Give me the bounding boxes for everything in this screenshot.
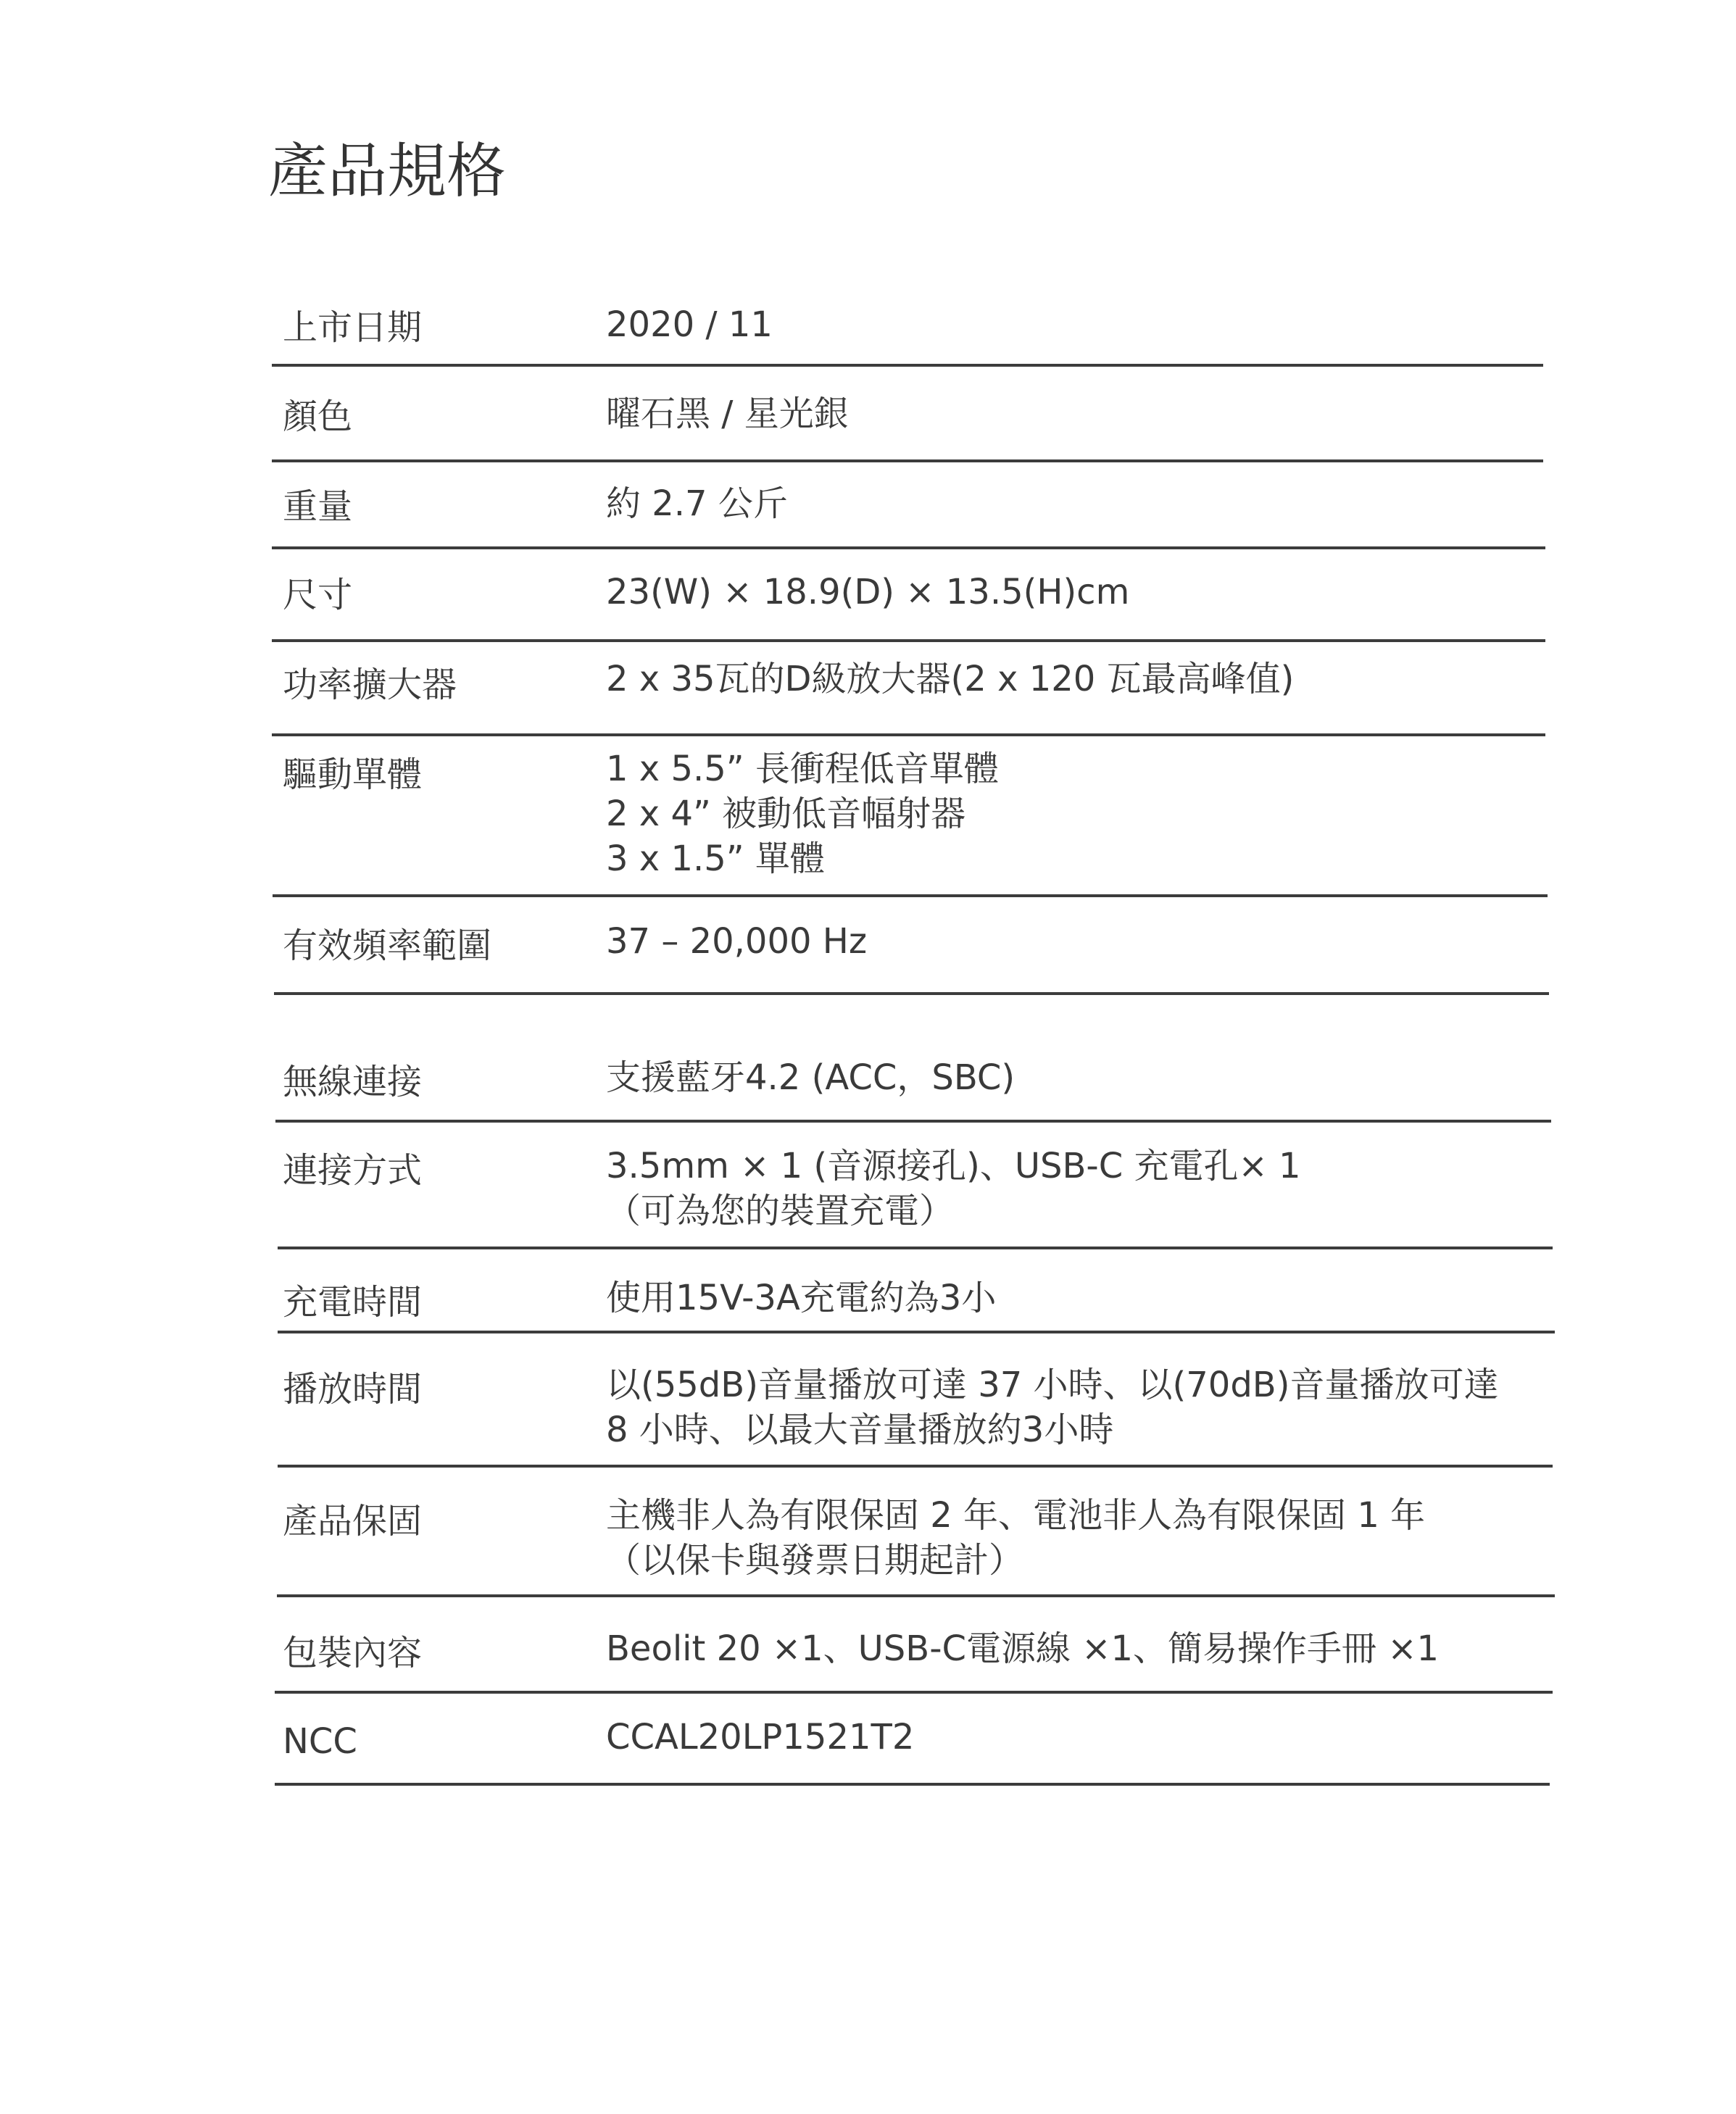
spec-value [606,1276,996,1320]
spec-value-line: 曜石黑 / 星光銀 [606,394,849,434]
spec-value-line: 約 2.7 公斤 [606,483,788,524]
spec-value-line: （以保卡與發票日期起計） [606,1540,1024,1581]
spec-value [606,919,867,964]
spec-label: 顏色 [283,396,353,437]
row-divider [272,364,1543,367]
spec-value [606,1493,1425,1583]
spec-value-line: 2 x 4” 被動低音幅射器 [606,794,966,834]
row-divider [272,546,1545,549]
spec-label: 上市日期 [283,307,423,348]
row-divider [278,1465,1553,1468]
row-divider [278,1331,1555,1333]
spec-label: 功率擴大器 [283,665,457,705]
spec-label: NCC [283,1721,357,1762]
spec-value-line: 主機非人為有限保固 2 年、電池非人為有限保固 1 年 [606,1495,1426,1536]
row-divider [275,1120,1551,1123]
spec-value-line: （可為您的裝置充電） [606,1191,955,1231]
spec-value-line: 23(W) × 18.9(D) × 13.5(H)cm [606,572,1130,612]
spec-value-line: 支援藍牙4.2 (ACC，SBC) [606,1057,1016,1098]
spec-value [606,1362,1498,1452]
spec-value-line: 37 – 20,000 Hz [606,921,868,962]
spec-value-line: 8 小時、以最大音量播放約3小時 [606,1410,1114,1450]
row-divider [278,1247,1553,1249]
spec-value-line: 使用15V-3A充電約為3小 [606,1278,997,1318]
spec-value-line: 3 x 1.5” 單體 [606,838,825,879]
row-divider [275,1783,1550,1786]
spec-value [606,746,999,881]
spec-value [606,1144,1300,1233]
spec-value-line: 2020 / 11 [606,304,773,345]
spec-value-line: CCAL20LP1521T2 [606,1717,915,1757]
row-divider [275,1691,1553,1694]
spec-label: 連接方式 [283,1150,423,1191]
spec-label: 產品保固 [283,1501,423,1541]
spec-value [606,391,849,436]
spec-value [606,570,1129,615]
spec-value-line: 以(55dB)音量播放可達 37 小時、以(70dB)音量播放可達 [606,1365,1499,1405]
row-divider [272,459,1543,462]
spec-label: 充電時間 [283,1282,423,1323]
spec-value [606,657,1294,702]
row-divider [273,894,1548,897]
spec-label: 播放時間 [283,1369,423,1410]
spec-value [606,1626,1439,1671]
row-divider [277,1594,1555,1597]
spec-value-line: 3.5mm × 1 (音源接孔)、USB-C 充電孔× 1 [606,1146,1301,1186]
spec-value [606,481,788,526]
spec-label: 重量 [283,486,353,527]
spec-value-line: 2 x 35瓦的D級放大器(2 x 120 瓦最高峰值) [606,659,1295,699]
row-divider [274,992,1549,995]
spec-label: 無線連接 [283,1062,423,1102]
spec-label: 有效頻率範圍 [283,925,492,966]
spec-label: 尺寸 [283,575,353,615]
spec-value [606,302,773,347]
spec-value-line: 1 x 5.5” 長衝程低音單體 [606,749,999,789]
spec-value [606,1055,1015,1100]
spec-label: 包裝內容 [283,1633,423,1673]
row-divider [272,639,1545,642]
spec-value-line: Beolit 20 ×1、USB-C電源線 ×1、簡易操作手冊 ×1 [606,1628,1440,1669]
page-title: 產品規格 [268,137,507,206]
spec-label: 驅動單體 [283,754,423,795]
row-divider [272,733,1545,736]
spec-value [606,1715,914,1760]
